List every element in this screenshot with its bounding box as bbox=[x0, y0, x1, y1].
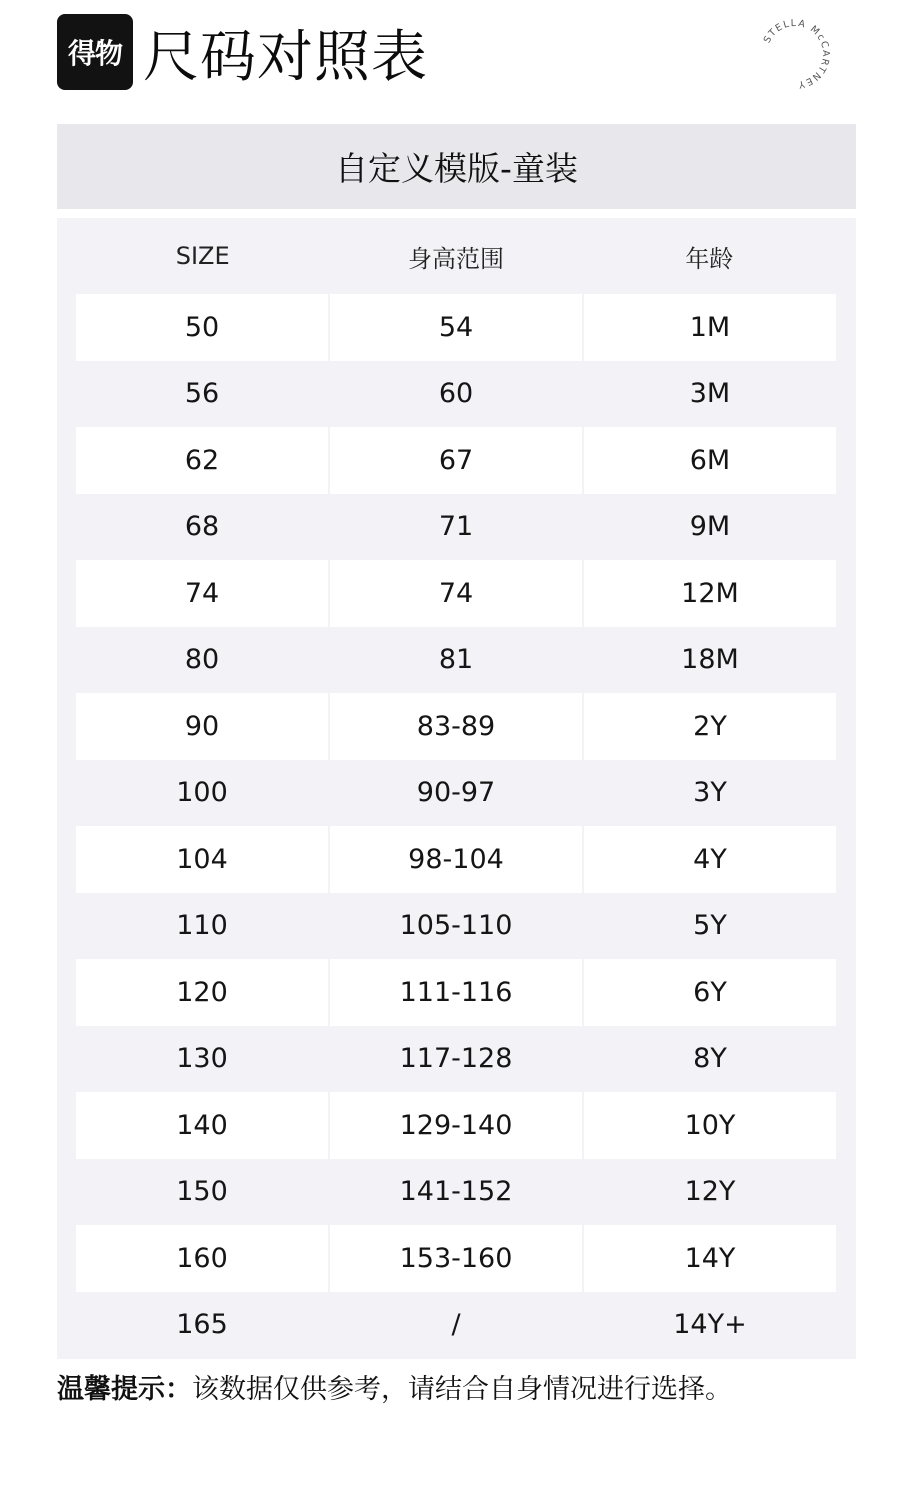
table-row bbox=[76, 693, 836, 760]
column-header-age: 年龄 bbox=[685, 244, 734, 273]
tip-text: 该数据仅供参考，请结合自身情况进行选择。 bbox=[192, 1374, 732, 1405]
table-row bbox=[76, 560, 836, 627]
cell-height-range: 90-97 bbox=[416, 777, 496, 809]
table-row bbox=[76, 1026, 836, 1093]
table-row bbox=[76, 959, 836, 1026]
size-table bbox=[57, 218, 856, 1359]
cell-age: 8Y bbox=[693, 1043, 727, 1075]
cell-age: 12M bbox=[584, 560, 836, 627]
cell-size: 110 bbox=[176, 910, 228, 942]
page-header bbox=[57, 14, 857, 94]
cell-age: 5Y bbox=[693, 910, 727, 942]
cell-height-range: / bbox=[451, 1309, 461, 1341]
cell-age: 6Y bbox=[584, 959, 836, 1026]
cell-size: 50 bbox=[76, 294, 328, 361]
page-title: 尺码对照表 bbox=[143, 25, 428, 90]
cell-height-range: 67 bbox=[330, 427, 582, 494]
cell-size: 80 bbox=[184, 644, 220, 676]
table-row bbox=[76, 826, 836, 893]
cell-age: 14Y bbox=[584, 1225, 836, 1292]
table-row bbox=[76, 1292, 836, 1359]
table-body bbox=[76, 294, 836, 1358]
cell-height-range: 117-128 bbox=[399, 1043, 513, 1075]
cell-age: 6M bbox=[584, 427, 836, 494]
cell-size: 62 bbox=[76, 427, 328, 494]
cell-age: 3Y bbox=[693, 777, 727, 809]
cell-age: 1M bbox=[584, 294, 836, 361]
cell-height-range: 153-160 bbox=[330, 1225, 582, 1292]
brand-seal-logo bbox=[755, 14, 835, 94]
table-row bbox=[76, 893, 836, 960]
cell-size: 160 bbox=[76, 1225, 328, 1292]
cell-age: 18M bbox=[681, 644, 739, 676]
cell-height-range: 71 bbox=[438, 511, 474, 543]
tip-label: 温馨提示： bbox=[57, 1374, 192, 1405]
cell-age: 2Y bbox=[584, 693, 836, 760]
cell-size: 150 bbox=[176, 1176, 228, 1208]
column-header-height-range: 身高范围 bbox=[407, 244, 504, 273]
table-row bbox=[76, 627, 836, 694]
tip-note bbox=[57, 1370, 732, 1410]
cell-age: 10Y bbox=[584, 1092, 836, 1159]
cell-size: 100 bbox=[176, 777, 228, 809]
cell-size: 120 bbox=[76, 959, 328, 1026]
cell-age: 9M bbox=[689, 511, 731, 543]
cell-age: 14Y+ bbox=[673, 1309, 747, 1341]
cell-age: 12Y bbox=[684, 1176, 736, 1208]
table-header-row bbox=[76, 218, 836, 294]
cell-age: 4Y bbox=[584, 826, 836, 893]
cell-size: 56 bbox=[184, 378, 220, 410]
cell-size: 74 bbox=[76, 560, 328, 627]
cell-height-range: 105-110 bbox=[399, 910, 513, 942]
table-row bbox=[76, 1159, 836, 1226]
table-row bbox=[76, 361, 836, 428]
cell-height-range: 98-104 bbox=[330, 826, 582, 893]
cell-height-range: 54 bbox=[330, 294, 582, 361]
cell-size: 90 bbox=[76, 693, 328, 760]
cell-size: 104 bbox=[76, 826, 328, 893]
cell-height-range: 141-152 bbox=[399, 1176, 513, 1208]
table-row bbox=[76, 1092, 836, 1159]
cell-height-range: 111-116 bbox=[330, 959, 582, 1026]
table-row bbox=[76, 1225, 836, 1292]
cell-height-range: 74 bbox=[330, 560, 582, 627]
cell-height-range: 81 bbox=[438, 644, 474, 676]
table-row bbox=[76, 294, 836, 361]
table-row bbox=[76, 494, 836, 561]
svg-text:STELLA McCARTNEY: STELLA McCARTNEY bbox=[761, 17, 832, 91]
cell-height-range: 83-89 bbox=[330, 693, 582, 760]
dewu-logo: 得物 bbox=[57, 14, 133, 90]
table-row bbox=[76, 760, 836, 827]
column-header-size: SIZE bbox=[175, 242, 230, 270]
cell-height-range: 129-140 bbox=[330, 1092, 582, 1159]
table-title: 自定义模版-童装 bbox=[57, 124, 856, 209]
cell-height-range: 60 bbox=[438, 378, 474, 410]
cell-size: 68 bbox=[184, 511, 220, 543]
cell-size: 130 bbox=[176, 1043, 228, 1075]
cell-size: 140 bbox=[76, 1092, 328, 1159]
cell-size: 165 bbox=[176, 1309, 228, 1341]
table-row bbox=[76, 427, 836, 494]
cell-age: 3M bbox=[689, 378, 731, 410]
